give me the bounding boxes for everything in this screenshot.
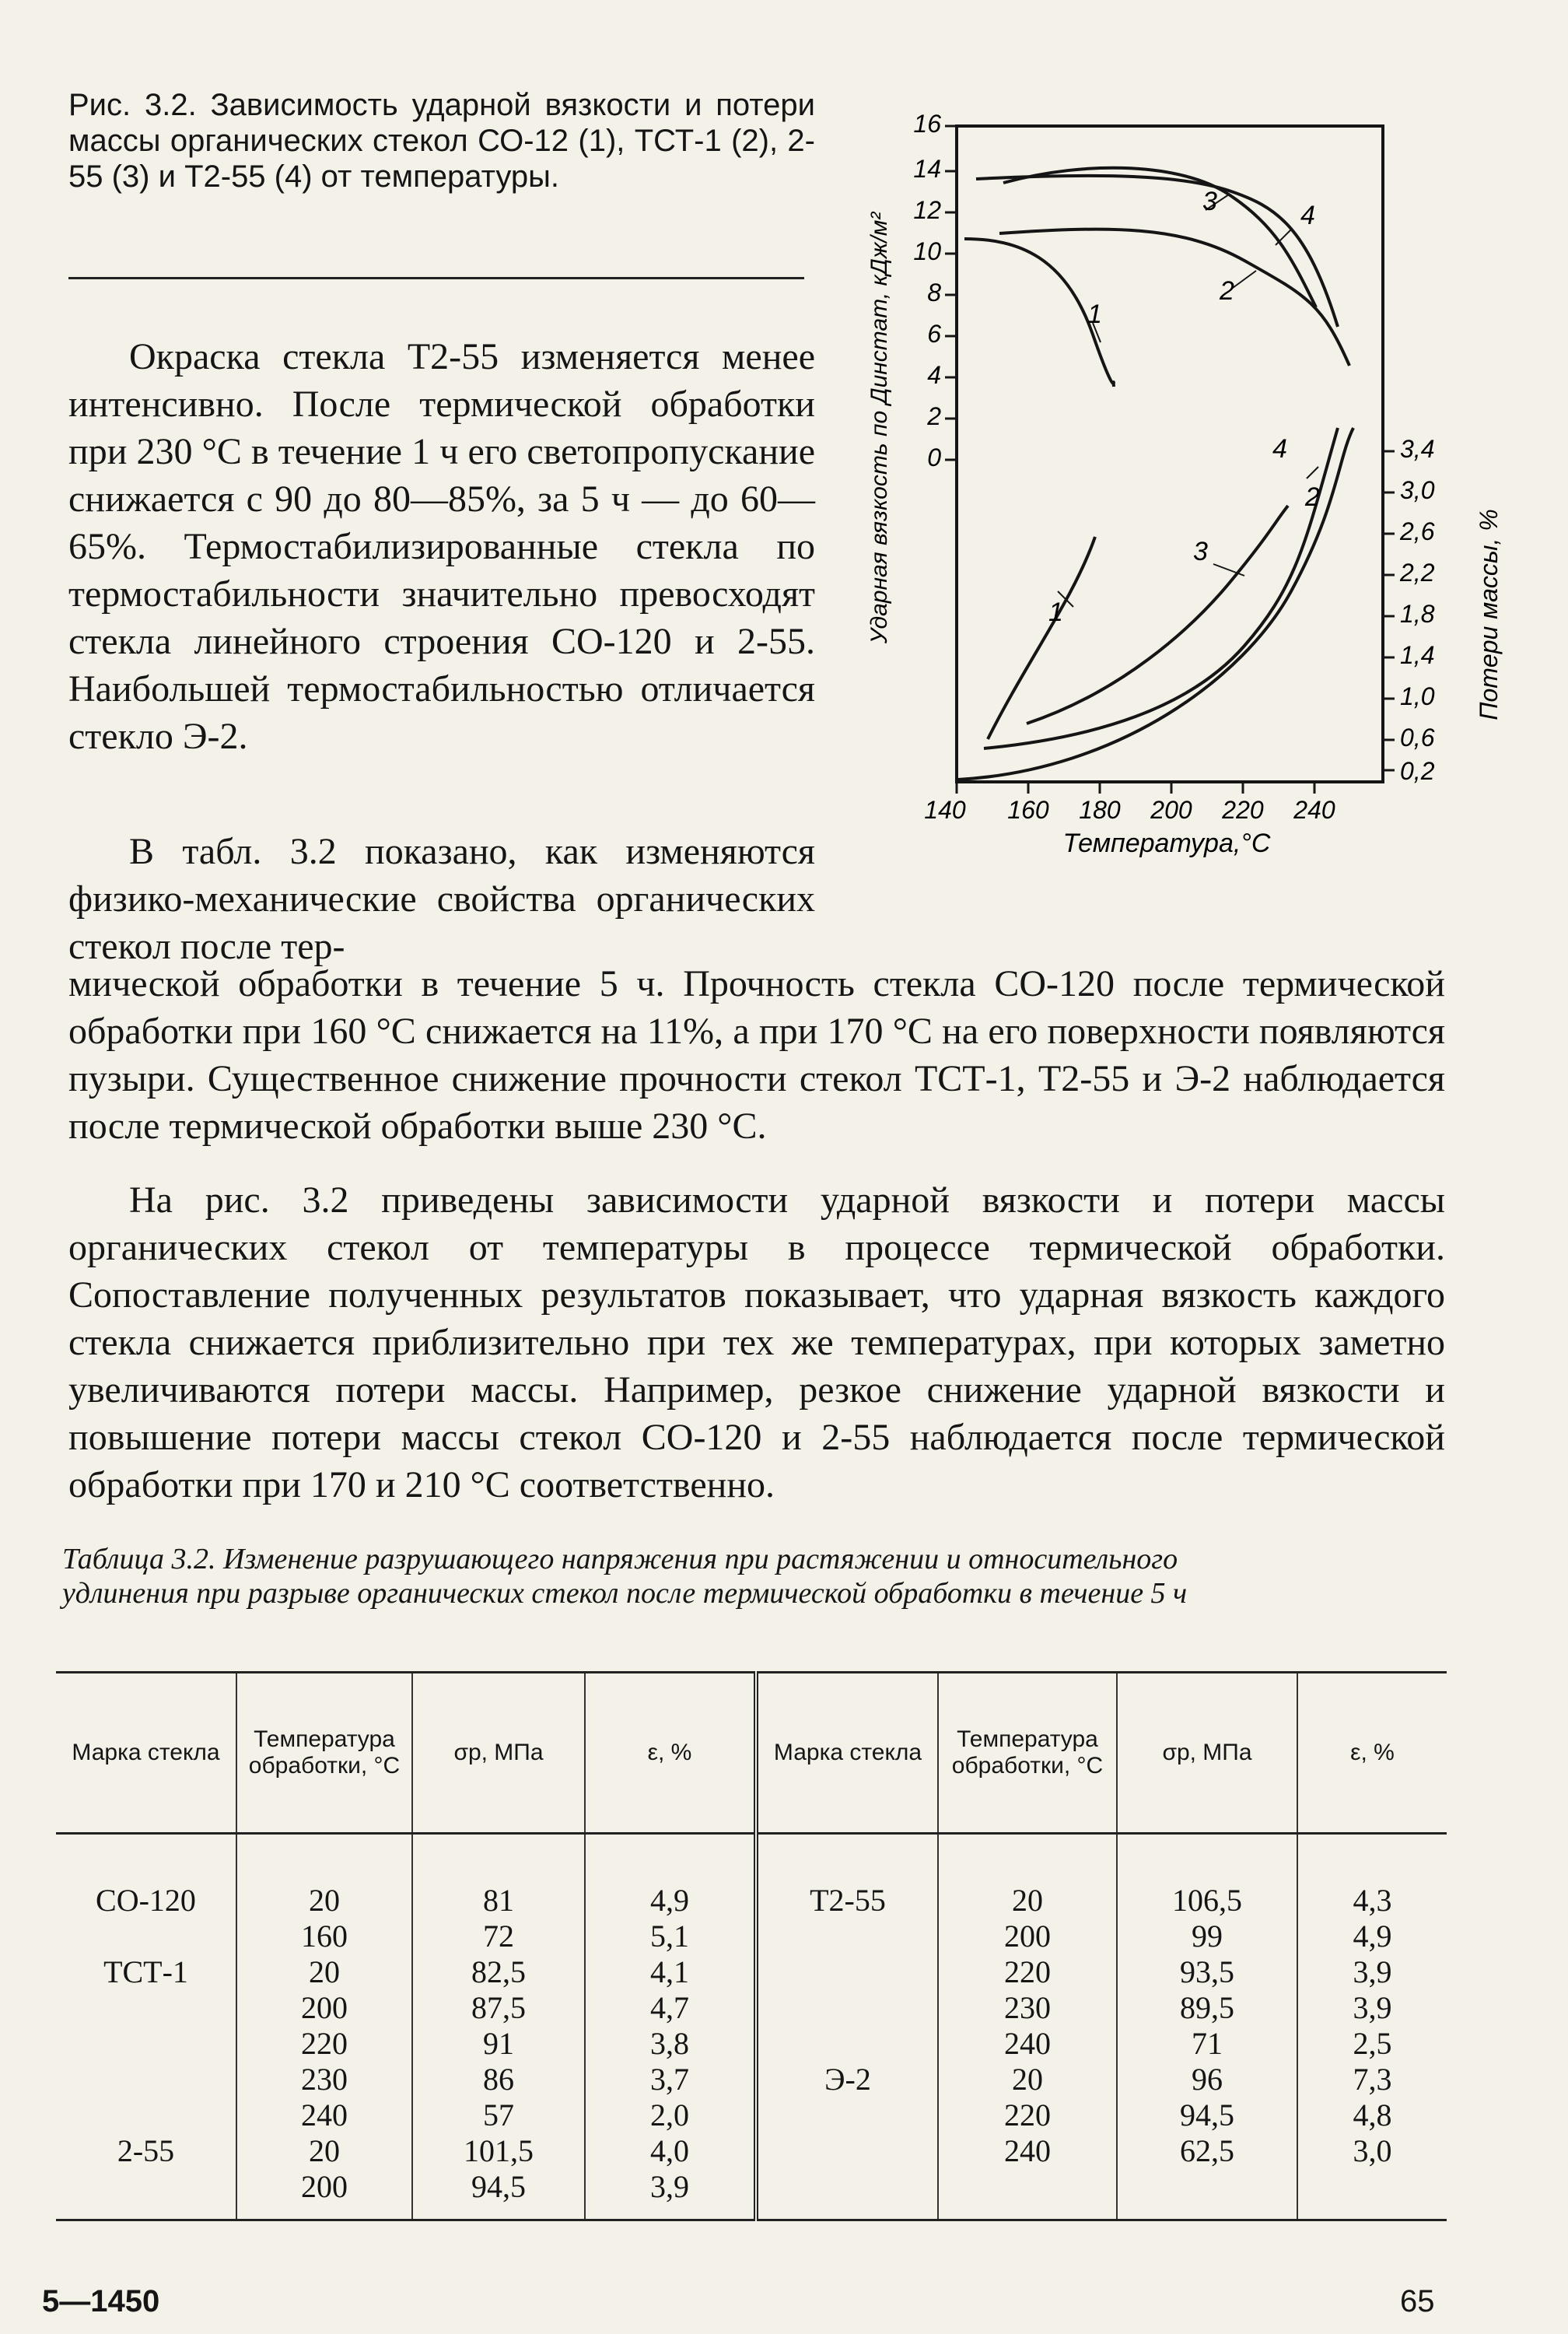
x-tick: 220 bbox=[1222, 796, 1264, 824]
curve-label-4-bottom: 4 bbox=[1272, 434, 1287, 464]
cell: 82,5 bbox=[471, 1954, 526, 1989]
y-left-tick: 12 bbox=[913, 196, 941, 224]
cell: 20 bbox=[1012, 1883, 1043, 1918]
curve-label-2-bottom: 2 bbox=[1305, 482, 1320, 512]
cell: 93,5 bbox=[1180, 1954, 1234, 1989]
y-left-tick: 10 bbox=[913, 237, 941, 265]
cell: 2,5 bbox=[1353, 2026, 1392, 2061]
cell bbox=[57, 2026, 235, 2062]
cell: 87,5 bbox=[471, 1990, 526, 2025]
cell: 4,1 bbox=[650, 1954, 689, 1989]
x-tick: 160 bbox=[1007, 796, 1049, 824]
y-right-tick: 3,0 bbox=[1400, 476, 1435, 504]
left-eps-column bbox=[585, 1834, 756, 2220]
curve-label-1-bottom: 1 bbox=[1048, 598, 1063, 627]
y-left-tick: 8 bbox=[927, 279, 941, 307]
curve-label-3-top: 3 bbox=[1202, 187, 1217, 216]
cell: 230 bbox=[1004, 1990, 1051, 2025]
chart-frame bbox=[957, 126, 1383, 782]
curve-4-mass-loss bbox=[958, 428, 1353, 780]
header-eps-left: ε, % bbox=[585, 1673, 756, 1834]
cell: 200 bbox=[301, 1990, 348, 2025]
cell: 240 bbox=[301, 2097, 348, 2132]
cell: 2-55 bbox=[117, 2133, 175, 2168]
right-eps-column bbox=[1297, 1834, 1447, 2220]
cell: 101,5 bbox=[464, 2133, 534, 2168]
cell: 3,0 bbox=[1353, 2133, 1392, 2168]
cell: 99 bbox=[1192, 1919, 1223, 1954]
curve-label-1-top: 1 bbox=[1087, 300, 1102, 329]
y-left-tick: 2 bbox=[927, 402, 941, 430]
cell: 20 bbox=[309, 2133, 340, 2168]
cell: 81 bbox=[483, 1883, 514, 1918]
paragraph-2-start bbox=[68, 828, 815, 970]
y-left-axis-label: Ударная вязкость по Динстат, кДж/м² bbox=[866, 212, 892, 644]
curve-2-mass-loss bbox=[984, 428, 1338, 748]
cell: 71 bbox=[1192, 2026, 1223, 2061]
curve-label-2-top: 2 bbox=[1220, 276, 1234, 306]
y-right-tick: 3,4 bbox=[1400, 435, 1435, 463]
table-title: Таблица 3.2. Изменение разрушающего напряжения при растяжении и относительного удлинения при разрыве органических стекол после термической обработки в течение 5 ч bbox=[62, 1543, 1188, 1610]
y-right-tick: 2,6 bbox=[1400, 517, 1435, 545]
cell bbox=[57, 1919, 235, 1954]
cell bbox=[759, 1919, 936, 1954]
cell: 4,8 bbox=[1353, 2097, 1392, 2132]
cell bbox=[759, 1954, 936, 1990]
paragraph-2b-text: мической обработки в течение 5 ч. Прочность стекла СО-120 после термической обработки при 160 °С снижается на 11%, а при 170 °С на его поверхности появляются пузыри. Существенное снижение прочности стекол ТСТ-1, Т2-55 и Э-2 наблюдается после термической обработки выше 230 °С. bbox=[68, 963, 1445, 1147]
cell: 4,9 bbox=[1353, 1919, 1392, 1954]
cell: 3,9 bbox=[650, 2169, 689, 2204]
curve-1-mass-loss bbox=[988, 537, 1095, 739]
cell: 200 bbox=[301, 2169, 348, 2204]
cell: ТСТ-1 bbox=[103, 1954, 188, 1989]
cell: 3,7 bbox=[650, 2062, 689, 2097]
y-right-axis-label: Потери массы, % bbox=[1475, 509, 1503, 720]
cell bbox=[57, 2169, 235, 2205]
cell: 5,1 bbox=[650, 1919, 689, 1954]
cell: 220 bbox=[301, 2026, 348, 2061]
cell bbox=[57, 2062, 235, 2097]
y-left-tick: 6 bbox=[927, 320, 941, 348]
cell: 220 bbox=[1004, 1954, 1051, 1989]
cell: Э-2 bbox=[824, 2062, 871, 2097]
cell: 2,0 bbox=[650, 2097, 689, 2132]
header-temp-right: Температура обработки, °С bbox=[938, 1673, 1117, 1834]
x-tick: 140 bbox=[924, 796, 966, 824]
cell: 3,9 bbox=[1353, 1954, 1392, 1989]
y-right-tick: 1,0 bbox=[1400, 682, 1435, 710]
signature-mark: 5—1450 bbox=[42, 2284, 160, 2318]
cell: 230 bbox=[301, 2062, 348, 2097]
header-eps-right: ε, % bbox=[1297, 1673, 1447, 1834]
cell bbox=[759, 1990, 936, 2026]
cell: 20 bbox=[309, 1954, 340, 1989]
cell: СО-120 bbox=[96, 1883, 196, 1918]
cell: 220 bbox=[1004, 2097, 1051, 2132]
y-left-tick: 16 bbox=[913, 110, 941, 138]
x-tick: 240 bbox=[1293, 796, 1335, 824]
cell: 89,5 bbox=[1180, 1990, 1234, 2025]
cell: 240 bbox=[1004, 2133, 1051, 2168]
header-temp-left: Температура обработки, °С bbox=[236, 1673, 412, 1834]
cell: Т2-55 bbox=[810, 1883, 886, 1918]
header-sigma-left: σр, МПа bbox=[412, 1673, 585, 1834]
cell: 94,5 bbox=[471, 2169, 526, 2204]
cell: 3,9 bbox=[1353, 1990, 1392, 2025]
cell bbox=[759, 2026, 936, 2062]
page-number: 65 bbox=[1400, 2284, 1435, 2318]
curve-label-4-top: 4 bbox=[1300, 201, 1315, 230]
right-sigma-column bbox=[1117, 1834, 1297, 2220]
x-tick: 180 bbox=[1079, 796, 1121, 824]
x-axis-label: Температура,°С bbox=[1062, 829, 1271, 858]
y-left-tick: 14 bbox=[913, 155, 941, 183]
table-header-row bbox=[56, 1673, 1447, 1834]
header-sigma-right: σр, МПа bbox=[1117, 1673, 1297, 1834]
right-temp-column bbox=[938, 1834, 1117, 2220]
curve-label-3-bottom: 3 bbox=[1193, 537, 1208, 566]
cell: 240 bbox=[1004, 2026, 1051, 2061]
caption-divider bbox=[68, 277, 804, 279]
figure-caption: Рис. 3.2. Зависимость ударной вязкости и потери массы органических стекол СО-12 (1), ТСТ-1 (2), 2-55 (3) и Т2-55 (4) от температуры. bbox=[68, 88, 815, 194]
cell: 4,0 bbox=[650, 2133, 689, 2168]
paragraph-3-text: На рис. 3.2 приведены зависимости ударной вязкости и потери массы органических стекол от температуры в процессе термической обработки. Сопоставление полученных результатов показывает, что ударная вязкость каждого стекла снижается приблизительно при тех же температурах, при которых заметно увеличиваются потери массы. Например, резкое снижение ударной вязкости и повышение потери массы стекол СО-120 и 2-55 наблюдается после термической обработки при 170 и 210 °С соответственно. bbox=[68, 1179, 1445, 1505]
left-sigma-column bbox=[412, 1834, 585, 2220]
curve-3-impact bbox=[1003, 168, 1316, 307]
x-tick: 200 bbox=[1150, 796, 1192, 824]
data-table bbox=[56, 1671, 1447, 2221]
y-right-tick: 2,2 bbox=[1400, 559, 1435, 587]
cell: 72 bbox=[483, 1919, 514, 1954]
cell: 91 bbox=[483, 2026, 514, 2061]
cell: 62,5 bbox=[1180, 2133, 1234, 2168]
y-right-tick: 0,2 bbox=[1400, 757, 1435, 785]
paragraph-2-continuation bbox=[68, 960, 1445, 1150]
header-brand-right: Марка стекла bbox=[756, 1673, 938, 1834]
cell: 57 bbox=[483, 2097, 514, 2132]
cell: 4,9 bbox=[650, 1883, 689, 1918]
cell: 3,8 bbox=[650, 2026, 689, 2061]
left-temp-column bbox=[236, 1834, 412, 2220]
cell bbox=[759, 2133, 936, 2169]
cell: 7,3 bbox=[1353, 2062, 1392, 2097]
cell: 20 bbox=[309, 1883, 340, 1918]
cell: 86 bbox=[483, 2062, 514, 2097]
curve-3-mass-loss bbox=[1027, 506, 1288, 724]
cell: 94,5 bbox=[1180, 2097, 1234, 2132]
cell: 4,7 bbox=[650, 1990, 689, 2025]
paragraph-2a-text: В табл. 3.2 показано, как изменяются физико-механические свойства органических стекол после тер- bbox=[68, 831, 815, 967]
paragraph-1-text: Окраска стекла Т2-55 изменяется менее интенсивно. После термической обработки при 230 °С в течение 1 ч его светопропускание снижается с 90 до 80—85%, за 5 ч — до 60—65%. Термостабилизированные стекла по термостабильности значительно превосходят стекла линейного строения СО-120 и 2-55. Наибольшей термостабильностью отличается стекло Э-2. bbox=[68, 336, 815, 757]
header-brand-left: Марка стекла bbox=[56, 1673, 236, 1834]
cell: 4,3 bbox=[1353, 1883, 1392, 1918]
table-body-row bbox=[56, 1834, 1447, 2220]
cell bbox=[57, 2097, 235, 2133]
paragraph-1 bbox=[68, 333, 815, 760]
y-right-tick: 0,6 bbox=[1400, 724, 1435, 752]
cell: 160 bbox=[301, 1919, 348, 1954]
paragraph-3 bbox=[68, 1176, 1445, 1509]
y-left-tick: 4 bbox=[927, 361, 941, 389]
y-right-tick: 1,8 bbox=[1400, 600, 1435, 628]
cell: 106,5 bbox=[1172, 1883, 1242, 1918]
curve-2-impact bbox=[999, 230, 1349, 366]
y-left-tick: 0 bbox=[927, 443, 941, 471]
left-brand-column bbox=[56, 1834, 236, 2220]
y-right-tick: 1,4 bbox=[1400, 641, 1435, 669]
cell bbox=[57, 1990, 235, 2026]
figure-3-2-chart bbox=[840, 101, 1524, 879]
cell: 96 bbox=[1192, 2062, 1223, 2097]
right-brand-column bbox=[756, 1834, 938, 2220]
cell: 20 bbox=[1012, 2062, 1043, 2097]
cell: 200 bbox=[1004, 1919, 1051, 1954]
cell bbox=[759, 2097, 936, 2133]
